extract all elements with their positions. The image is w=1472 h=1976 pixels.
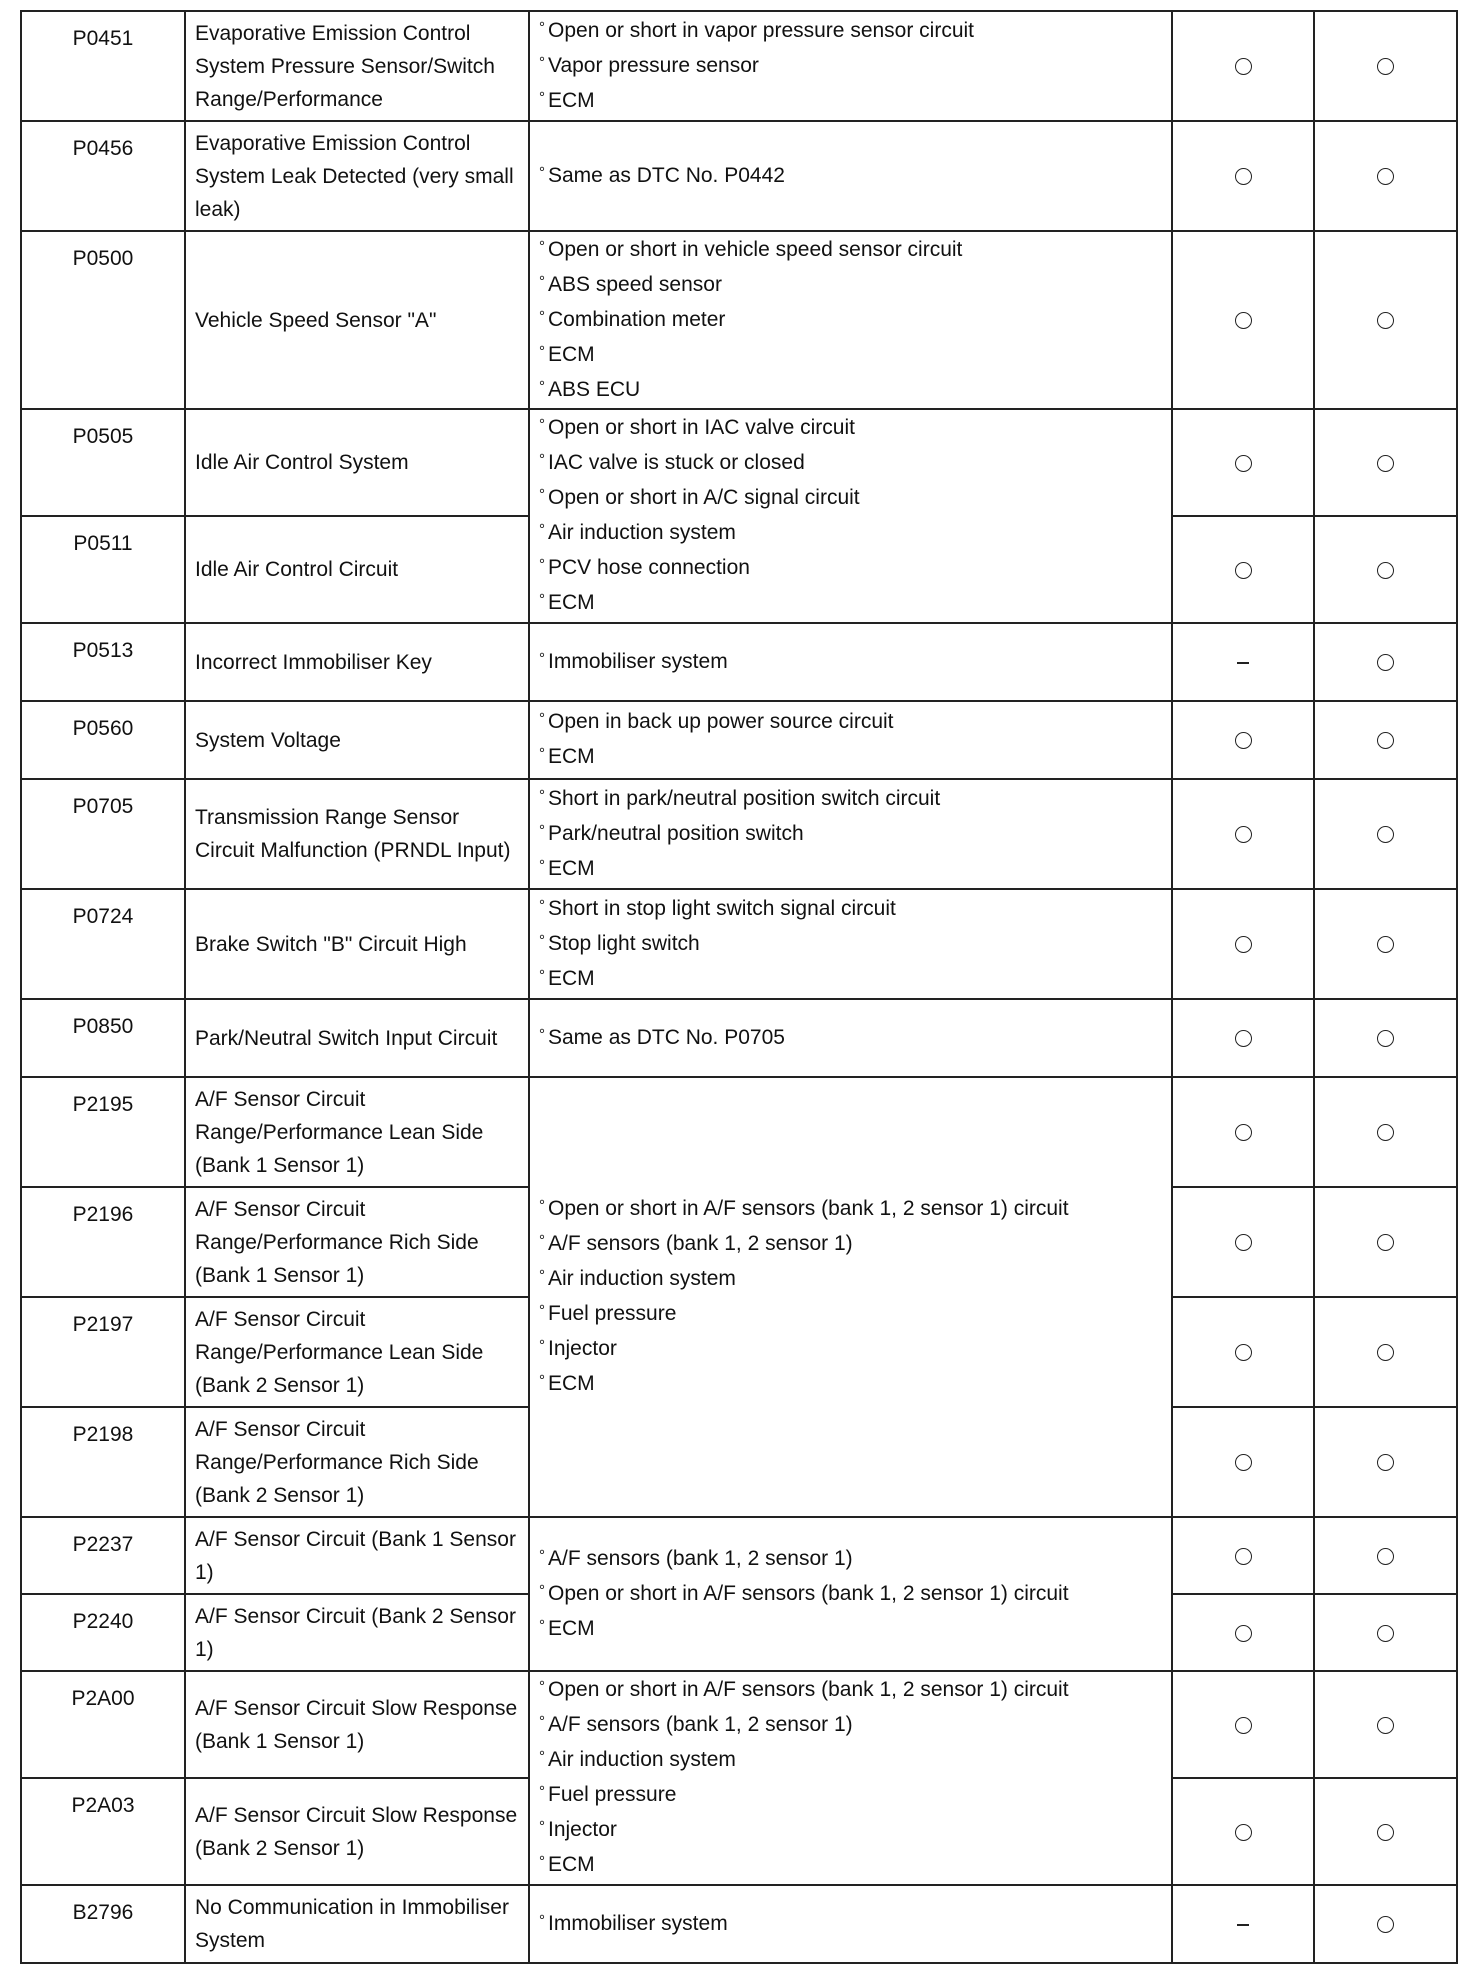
trouble-area-list <box>539 645 1163 680</box>
circle-icon <box>1377 1824 1394 1841</box>
trouble-area-list <box>539 233 1163 408</box>
circle-icon <box>1235 1124 1252 1141</box>
trouble-area-list <box>539 14 1163 119</box>
list-item: ° Open or short in IAC valve circuit <box>539 411 1163 446</box>
circle-icon <box>1235 312 1252 329</box>
detection-item: System Voltage <box>185 701 529 779</box>
list-item: ° ABS speed sensor <box>539 268 1163 303</box>
list-item: ° Park/neutral position switch <box>539 817 1163 852</box>
list-item: ° Air induction system <box>539 516 1163 551</box>
dtc-code: B2796 <box>21 1885 185 1963</box>
mil-indicator <box>1172 121 1314 231</box>
trouble-area <box>529 231 1172 409</box>
trouble-area-list <box>539 1542 1163 1647</box>
circle-icon <box>1235 1344 1252 1361</box>
memory-indicator <box>1314 1187 1457 1297</box>
list-item: ° Open or short in A/F sensors (bank 1, 2 sensor 1) circuit <box>539 1192 1163 1227</box>
list-item: ° Vapor pressure sensor <box>539 49 1163 84</box>
detection-item: Brake Switch "B" Circuit High <box>185 889 529 999</box>
table-row <box>21 999 1457 1077</box>
trouble-area-list <box>539 1907 1163 1942</box>
table-row <box>21 1517 1457 1594</box>
list-item: ° ECM <box>539 962 1163 997</box>
list-item: ° ECM <box>539 586 1163 621</box>
circle-icon <box>1235 1625 1252 1642</box>
circle-icon <box>1377 654 1394 671</box>
table-row <box>21 1671 1457 1778</box>
memory-indicator <box>1314 1885 1457 1963</box>
table-row <box>21 11 1457 121</box>
detection-item: Evaporative Emission Control System Pressure Sensor/Switch Range/Performance <box>185 11 529 121</box>
mil-indicator <box>1172 1187 1314 1297</box>
list-item: ° ECM <box>539 338 1163 373</box>
list-item: ° Injector <box>539 1332 1163 1367</box>
memory-indicator <box>1314 1671 1457 1778</box>
mil-indicator <box>1172 701 1314 779</box>
circle-icon <box>1377 562 1394 579</box>
trouble-area <box>529 409 1172 623</box>
table-row <box>21 889 1457 999</box>
trouble-area <box>529 779 1172 889</box>
trouble-area <box>529 121 1172 231</box>
list-item: ° ECM <box>539 1848 1163 1883</box>
detection-item: Park/Neutral Switch Input Circuit <box>185 999 529 1077</box>
trouble-area <box>529 1885 1172 1963</box>
list-item: ° A/F sensors (bank 1, 2 sensor 1) <box>539 1227 1163 1262</box>
dtc-code: P0724 <box>21 889 185 999</box>
memory-indicator <box>1314 779 1457 889</box>
mil-indicator <box>1172 11 1314 121</box>
circle-icon <box>1235 455 1252 472</box>
dtc-code: P0513 <box>21 623 185 701</box>
circle-icon <box>1377 1625 1394 1642</box>
table-row <box>21 121 1457 231</box>
trouble-area <box>529 623 1172 701</box>
circle-icon <box>1377 732 1394 749</box>
list-item: ° Combination meter <box>539 303 1163 338</box>
table-row <box>21 779 1457 889</box>
trouble-area-list <box>539 1021 1163 1056</box>
mil-indicator <box>1172 1077 1314 1187</box>
circle-icon <box>1377 826 1394 843</box>
trouble-area-list <box>539 782 1163 887</box>
list-item: ° ECM <box>539 852 1163 887</box>
detection-item: Evaporative Emission Control System Leak Detected (very small leak) <box>185 121 529 231</box>
circle-icon <box>1235 732 1252 749</box>
dash-icon <box>1237 1924 1249 1926</box>
trouble-area <box>529 1517 1172 1671</box>
dash-icon <box>1237 662 1249 664</box>
circle-icon <box>1235 58 1252 75</box>
mil-indicator <box>1172 1407 1314 1517</box>
circle-icon <box>1235 1717 1252 1734</box>
mil-indicator <box>1172 231 1314 409</box>
detection-item: A/F Sensor Circuit Range/Performance Rich Side (Bank 2 Sensor 1) <box>185 1407 529 1517</box>
dtc-code: P2A03 <box>21 1778 185 1885</box>
trouble-area-list <box>539 1673 1163 1883</box>
memory-indicator <box>1314 1517 1457 1594</box>
circle-icon <box>1235 1454 1252 1471</box>
dtc-code: P2237 <box>21 1517 185 1594</box>
memory-indicator <box>1314 11 1457 121</box>
dtc-code: P2A00 <box>21 1671 185 1778</box>
dtc-code: P2198 <box>21 1407 185 1517</box>
memory-indicator <box>1314 121 1457 231</box>
dtc-code: P0451 <box>21 11 185 121</box>
memory-indicator <box>1314 623 1457 701</box>
list-item: ° Same as DTC No. P0442 <box>539 159 1163 194</box>
list-item: ° ECM <box>539 1612 1163 1647</box>
mil-indicator <box>1172 779 1314 889</box>
circle-icon <box>1235 562 1252 579</box>
dtc-code: P0500 <box>21 231 185 409</box>
list-item: ° Air induction system <box>539 1262 1163 1297</box>
detection-item: A/F Sensor Circuit Slow Response (Bank 1 Sensor 1) <box>185 1671 529 1778</box>
circle-icon <box>1377 1234 1394 1251</box>
list-item: ° ABS ECU <box>539 373 1163 408</box>
mil-indicator <box>1172 1671 1314 1778</box>
circle-icon <box>1377 312 1394 329</box>
trouble-area-list <box>539 1192 1163 1402</box>
table-row <box>21 1885 1457 1963</box>
detection-item: Idle Air Control System <box>185 409 529 516</box>
circle-icon <box>1235 1824 1252 1841</box>
trouble-area-list <box>539 705 1163 775</box>
detection-item: A/F Sensor Circuit Slow Response (Bank 2 Sensor 1) <box>185 1778 529 1885</box>
list-item: ° ECM <box>539 1367 1163 1402</box>
table-row <box>21 701 1457 779</box>
memory-indicator <box>1314 701 1457 779</box>
mil-indicator <box>1172 999 1314 1077</box>
list-item: ° Immobiliser system <box>539 1907 1163 1942</box>
memory-indicator <box>1314 1297 1457 1407</box>
detection-item: Vehicle Speed Sensor "A" <box>185 231 529 409</box>
trouble-area <box>529 1077 1172 1517</box>
list-item: ° Injector <box>539 1813 1163 1848</box>
list-item: ° IAC valve is stuck or closed <box>539 446 1163 481</box>
list-item: ° Fuel pressure <box>539 1297 1163 1332</box>
dtc-table-body <box>21 11 1457 1963</box>
dtc-code: P0505 <box>21 409 185 516</box>
dtc-code: P2197 <box>21 1297 185 1407</box>
circle-icon <box>1377 936 1394 953</box>
circle-icon <box>1235 1234 1252 1251</box>
detection-item: A/F Sensor Circuit Range/Performance Rich Side (Bank 1 Sensor 1) <box>185 1187 529 1297</box>
circle-icon <box>1235 1030 1252 1047</box>
list-item: ° Open or short in vapor pressure sensor circuit <box>539 14 1163 49</box>
trouble-area <box>529 701 1172 779</box>
detection-item: A/F Sensor Circuit Range/Performance Lean Side (Bank 2 Sensor 1) <box>185 1297 529 1407</box>
mil-indicator <box>1172 1297 1314 1407</box>
list-item: ° ECM <box>539 740 1163 775</box>
list-item: ° A/F sensors (bank 1, 2 sensor 1) <box>539 1708 1163 1743</box>
list-item: ° Same as DTC No. P0705 <box>539 1021 1163 1056</box>
detection-item: A/F Sensor Circuit Range/Performance Lean Side (Bank 1 Sensor 1) <box>185 1077 529 1187</box>
memory-indicator <box>1314 999 1457 1077</box>
memory-indicator <box>1314 1594 1457 1671</box>
circle-icon <box>1377 1030 1394 1047</box>
mil-indicator <box>1172 889 1314 999</box>
mil-indicator <box>1172 1517 1314 1594</box>
circle-icon <box>1377 1916 1394 1933</box>
circle-icon <box>1377 1717 1394 1734</box>
trouble-area-list <box>539 892 1163 997</box>
dtc-code: P0456 <box>21 121 185 231</box>
trouble-area-list <box>539 411 1163 621</box>
mil-indicator <box>1172 1594 1314 1671</box>
trouble-area <box>529 889 1172 999</box>
mil-indicator <box>1172 1885 1314 1963</box>
mil-indicator <box>1172 409 1314 516</box>
circle-icon <box>1235 168 1252 185</box>
circle-icon <box>1377 58 1394 75</box>
dtc-code: P0850 <box>21 999 185 1077</box>
circle-icon <box>1235 936 1252 953</box>
trouble-area-list <box>539 159 1163 194</box>
circle-icon <box>1377 1124 1394 1141</box>
dtc-code: P0560 <box>21 701 185 779</box>
mil-indicator <box>1172 1778 1314 1885</box>
list-item: ° Stop light switch <box>539 927 1163 962</box>
detection-item: No Communication in Immobiliser System <box>185 1885 529 1963</box>
memory-indicator <box>1314 409 1457 516</box>
detection-item: A/F Sensor Circuit (Bank 2 Sensor 1) <box>185 1594 529 1671</box>
circle-icon <box>1377 1454 1394 1471</box>
circle-icon <box>1377 1344 1394 1361</box>
detection-item: Idle Air Control Circuit <box>185 516 529 623</box>
circle-icon <box>1377 168 1394 185</box>
circle-icon <box>1377 455 1394 472</box>
mil-indicator <box>1172 516 1314 623</box>
detection-item: Incorrect Immobiliser Key <box>185 623 529 701</box>
list-item: ° Immobiliser system <box>539 645 1163 680</box>
dtc-code: P0511 <box>21 516 185 623</box>
trouble-area <box>529 1671 1172 1885</box>
circle-icon <box>1235 826 1252 843</box>
list-item: ° Open or short in A/C signal circuit <box>539 481 1163 516</box>
dtc-table <box>20 10 1458 1964</box>
detection-item: Transmission Range Sensor Circuit Malfunction (PRNDL Input) <box>185 779 529 889</box>
list-item: ° A/F sensors (bank 1, 2 sensor 1) <box>539 1542 1163 1577</box>
dtc-table-page <box>20 10 1458 1964</box>
list-item: ° PCV hose connection <box>539 551 1163 586</box>
table-row <box>21 231 1457 409</box>
memory-indicator <box>1314 889 1457 999</box>
list-item: ° Short in stop light switch signal circuit <box>539 892 1163 927</box>
memory-indicator <box>1314 1077 1457 1187</box>
table-row <box>21 409 1457 516</box>
list-item: ° Fuel pressure <box>539 1778 1163 1813</box>
list-item: ° Open or short in A/F sensors (bank 1, 2 sensor 1) circuit <box>539 1577 1163 1612</box>
memory-indicator <box>1314 1407 1457 1517</box>
list-item: ° Open or short in vehicle speed sensor circuit <box>539 233 1163 268</box>
table-row <box>21 1077 1457 1187</box>
memory-indicator <box>1314 231 1457 409</box>
list-item: ° Open in back up power source circuit <box>539 705 1163 740</box>
dtc-code: P2196 <box>21 1187 185 1297</box>
list-item: ° Short in park/neutral position switch circuit <box>539 782 1163 817</box>
trouble-area <box>529 999 1172 1077</box>
memory-indicator <box>1314 516 1457 623</box>
mil-indicator <box>1172 623 1314 701</box>
circle-icon <box>1235 1548 1252 1565</box>
list-item: ° ECM <box>539 84 1163 119</box>
circle-icon <box>1377 1548 1394 1565</box>
dtc-code: P2195 <box>21 1077 185 1187</box>
table-row <box>21 623 1457 701</box>
dtc-code: P0705 <box>21 779 185 889</box>
list-item: ° Open or short in A/F sensors (bank 1, 2 sensor 1) circuit <box>539 1673 1163 1708</box>
dtc-code: P2240 <box>21 1594 185 1671</box>
list-item: ° Air induction system <box>539 1743 1163 1778</box>
trouble-area <box>529 11 1172 121</box>
memory-indicator <box>1314 1778 1457 1885</box>
detection-item: A/F Sensor Circuit (Bank 1 Sensor 1) <box>185 1517 529 1594</box>
